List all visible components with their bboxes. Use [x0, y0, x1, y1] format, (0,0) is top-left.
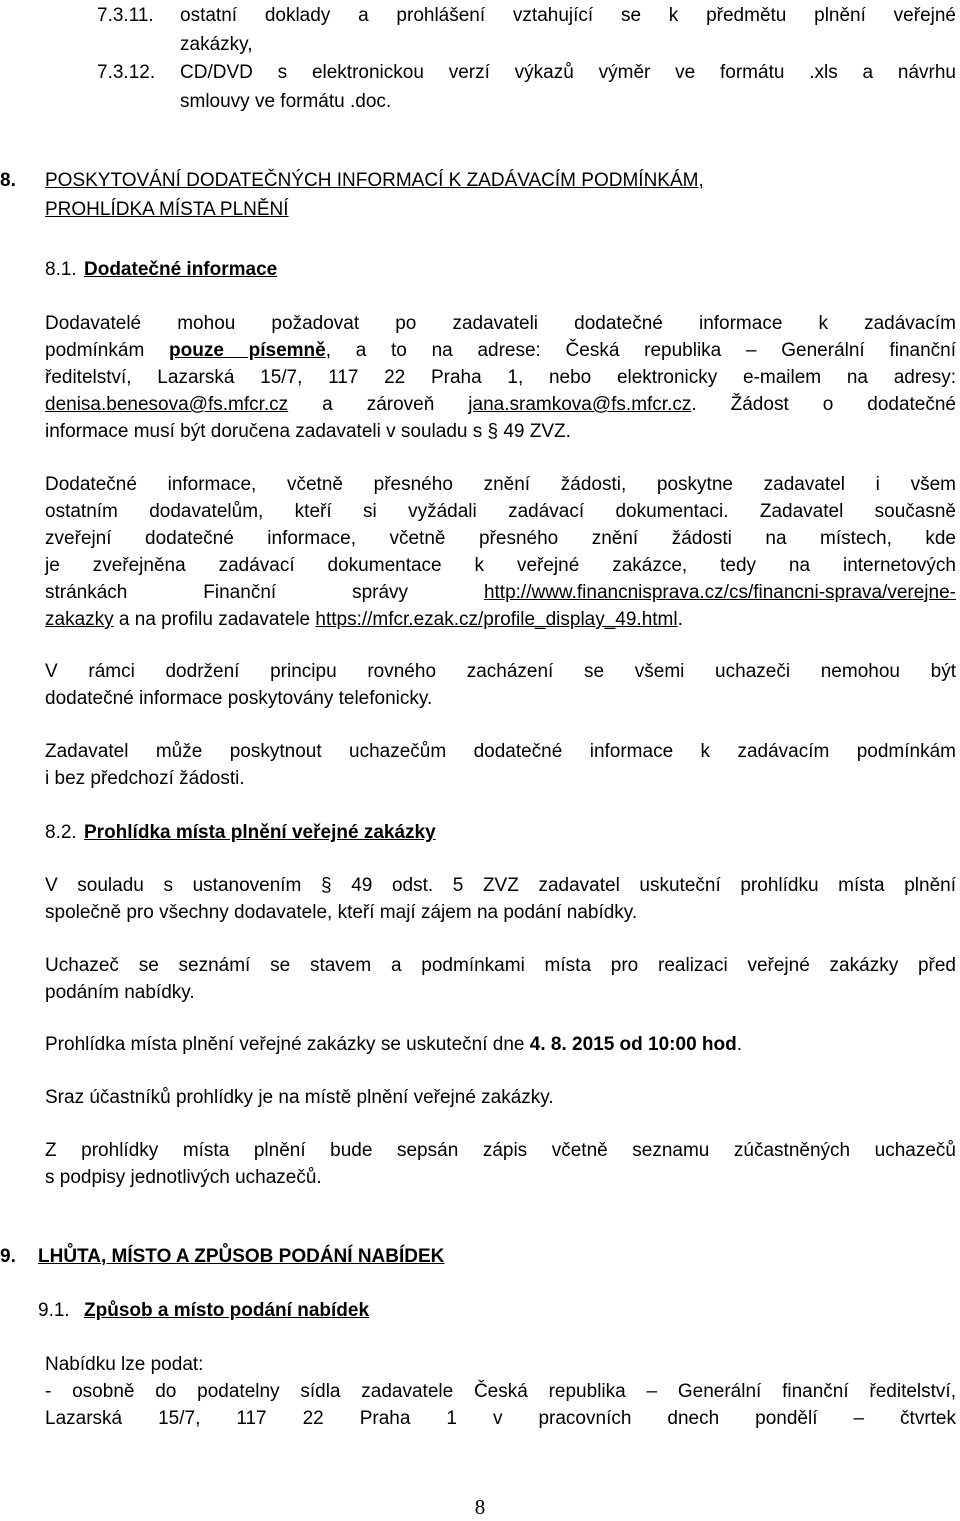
- list-item-text: CD/DVD s elektronickou verzí výkazů výměr ve formátu .xls a návrhu: [180, 62, 956, 83]
- paragraph-line: Nabídku lze podat:: [45, 1354, 204, 1375]
- paragraph-line: dodatečné informace poskytovány telefonicky.: [45, 688, 433, 709]
- paragraph-line: je zveřejněna zadávací dokumentace k veřejné zakázce, tedy na internetových: [45, 555, 956, 576]
- emphasis-text: pouze písemně: [169, 340, 326, 361]
- page-number: 8: [474, 1495, 486, 1519]
- web-link[interactable]: zakazky: [45, 609, 114, 630]
- web-link[interactable]: http://www.financnisprava.cz/cs/financni-sprava/verejne-: [483, 582, 956, 603]
- email-link[interactable]: denisa.benesova@fs.mfcr.cz: [45, 394, 289, 415]
- paragraph-line: Z prohlídky místa plnění bude sepsán zápis včetně seznamu zúčastněných uchazečů: [45, 1140, 956, 1161]
- paragraph-line: ostatním dodavatelům, kteří si vyžádali zadávací dokumentaci. Zadavatel současně: [45, 501, 956, 522]
- section-heading-text: PROHLÍDKA MÍSTA PLNĚNÍ: [45, 199, 289, 220]
- section-heading: [45, 196, 289, 223]
- section-heading: [45, 167, 704, 194]
- paragraph-line: denisa.benesova@fs.mfcr.cz a zároveň jana.sramkova@fs.mfcr.cz. Žádost o dodatečné: [45, 394, 956, 415]
- paragraph-line: společně pro všechny dodavatele, kteří mají zájem na podání nabídky.: [45, 902, 638, 923]
- paragraph-line: - osobně do podatelny sídla zadavatele Česká republika – Generální finanční ředitelství,: [45, 1381, 956, 1402]
- paragraph-line: Prohlídka místa plnění veřejné zakázky se uskuteční dne 4. 8. 2015 od 10:00 hod.: [45, 1034, 743, 1055]
- paragraph-line: zakazky a na profilu zadavatele https://mfcr.ezak.cz/profile_display_49.html.: [45, 609, 683, 630]
- subsection-title: Způsob a místo podání nabídek: [84, 1300, 370, 1321]
- subsection-number: 9.1.: [38, 1300, 70, 1321]
- paragraph-line: stránkách Finanční správy http://www.financnisprava.cz/cs/financni-sprava/verejne-: [45, 582, 956, 603]
- web-link[interactable]: https://mfcr.ezak.cz/profile_display_49.html: [315, 609, 678, 630]
- paragraph-line: Dodavatelé mohou požadovat po zadavateli dodatečné informace k zadávacím: [45, 313, 956, 334]
- paragraph-line: Dodatečné informace, včetně přesného znění žádosti, poskytne zadavatel i všem: [45, 474, 956, 495]
- paragraph-line: V rámci dodržení principu rovného zacházení se všemi uchazeči nemohou být: [45, 661, 956, 682]
- list-item-text: smlouvy ve formátu .doc.: [180, 91, 392, 112]
- section-number: 9.: [0, 1246, 16, 1267]
- subsection-title: Prohlídka místa plnění veřejné zakázky: [84, 822, 436, 843]
- email-link[interactable]: jana.sramkova@fs.mfcr.cz: [468, 394, 692, 415]
- subsection-number: 8.2.: [45, 822, 77, 843]
- paragraph-line: i bez předchozí žádosti.: [45, 768, 245, 789]
- paragraph-line: Lazarská 15/7, 117 22 Praha 1 v pracovních dnech pondělí – čtvrtek: [45, 1408, 956, 1429]
- paragraph-line: Uchazeč se seznámí se stavem a podmínkami místa pro realizaci veřejné zakázky před: [45, 955, 956, 976]
- paragraph-line: V souladu s ustanovením § 49 odst. 5 ZVZ zadavatel uskuteční prohlídku místa plnění: [45, 875, 956, 896]
- list-item-text: ostatní doklady a prohlášení vztahující se k předmětu plnění veřejné: [180, 5, 956, 26]
- paragraph-line: informace musí být doručena zadavateli v souladu s § 49 ZVZ.: [45, 421, 571, 442]
- list-num-7-3-12: 7.3.12.: [97, 62, 156, 83]
- paragraph-line: ředitelství, Lazarská 15/7, 117 22 Praha 1, nebo elektronicky e-mailem na adresy:: [45, 367, 956, 388]
- section-number: 8.: [0, 170, 16, 191]
- paragraph-line: Zadavatel může poskytnout uchazečům dodatečné informace k zadávacím podmínkám: [45, 741, 956, 762]
- list-item-text: zakázky,: [180, 34, 253, 55]
- list-num-7-3-11: 7.3.11.: [97, 5, 154, 26]
- paragraph-line: Sraz účastníků prohlídky je na místě plnění veřejné zakázky.: [45, 1087, 554, 1108]
- paragraph-line: podáním nabídky.: [45, 982, 195, 1003]
- paragraph-line: s podpisy jednotlivých uchazečů.: [45, 1167, 322, 1188]
- subsection-number: 8.1.: [45, 259, 77, 280]
- section-heading: LHŮTA, MÍSTO A ZPŮSOB PODÁNÍ NABÍDEK: [38, 1246, 445, 1267]
- subsection-title: Dodatečné informace: [84, 259, 278, 280]
- paragraph-line: zveřejní dodatečné informace, včetně přesného znění žádosti na místech, kde: [45, 528, 956, 549]
- section-heading-text: POSKYTOVÁNÍ DODATEČNÝCH INFORMACÍ K ZADÁVACÍM PODMÍNKÁM,: [45, 170, 704, 191]
- paragraph-line: podmínkám pouze písemně, a to na adrese: Česká republika – Generální finanční: [45, 340, 956, 361]
- date-time: 4. 8. 2015 od 10:00 hod: [529, 1034, 737, 1055]
